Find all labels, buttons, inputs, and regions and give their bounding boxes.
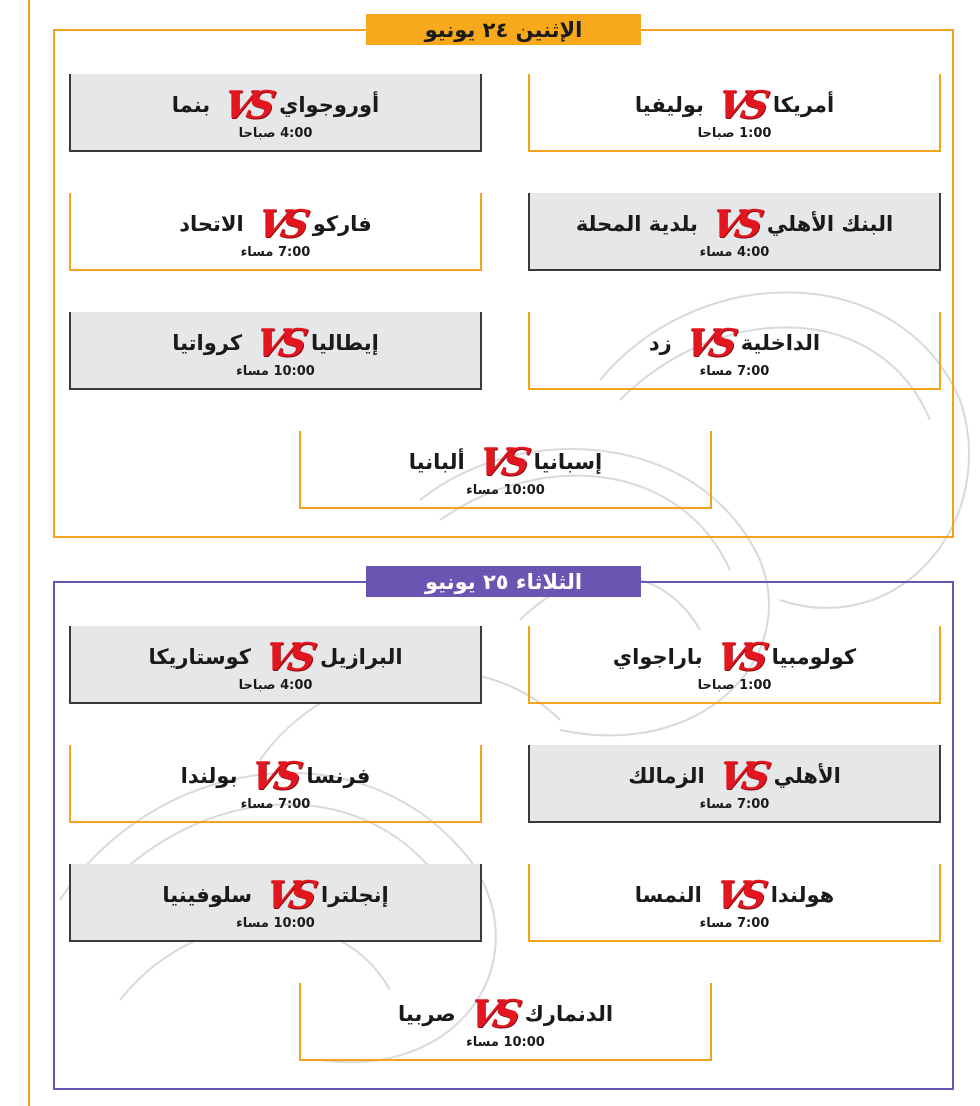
match-card xyxy=(299,431,712,509)
team-away: النمسا xyxy=(634,883,702,907)
team-home: هولندا xyxy=(770,883,835,907)
match-card xyxy=(69,864,482,942)
vs-icon: VS xyxy=(707,201,762,246)
day-title: الثلاثاء ٢٥ يونيو xyxy=(366,566,641,597)
vs-icon: VS xyxy=(711,872,766,917)
team-away: سلوفينيا xyxy=(162,883,253,907)
vs-icon: VS xyxy=(473,439,529,484)
match-time: 1:00 صباحا xyxy=(697,678,772,693)
team-away: باراجواي xyxy=(612,645,703,669)
match-card xyxy=(69,626,482,704)
team-home: إسبانيا xyxy=(533,450,603,474)
match-card xyxy=(528,745,941,823)
match-time: 7:00 مساء xyxy=(240,245,311,260)
match-time: 4:00 صباحا xyxy=(238,126,313,141)
vs-icon: VS xyxy=(219,82,274,127)
match-card xyxy=(69,312,482,390)
team-home: إنجلترا xyxy=(321,883,389,907)
vs-icon: VS xyxy=(713,753,769,798)
match-card xyxy=(528,193,941,271)
match-card xyxy=(299,983,712,1061)
team-away: الاتحاد xyxy=(179,212,244,236)
team-home: البنك الأهلي xyxy=(766,212,894,236)
vs-icon: VS xyxy=(251,320,306,365)
vs-icon: VS xyxy=(681,320,736,365)
team-away: الزمالك xyxy=(628,764,705,788)
vs-icon: VS xyxy=(261,872,316,917)
match-card xyxy=(528,626,941,704)
match-time: 4:00 مساء xyxy=(699,245,770,260)
team-away: صربيا xyxy=(397,1002,456,1026)
team-home: الدنمارك xyxy=(524,1002,614,1026)
team-home: الداخلية xyxy=(740,331,821,355)
day-title: الإثنين ٢٤ يونيو xyxy=(366,14,641,45)
team-home: فاركو xyxy=(312,212,372,236)
match-card xyxy=(69,745,482,823)
match-card xyxy=(528,864,941,942)
team-home: أمريكا xyxy=(772,93,835,117)
team-home: البرازيل xyxy=(319,645,403,669)
team-away: بنما xyxy=(171,93,211,117)
match-time: 1:00 صباحا xyxy=(697,126,772,141)
match-time: 10:00 مساء xyxy=(466,1035,545,1050)
vs-icon: VS xyxy=(713,82,768,127)
team-home: فرنسا xyxy=(306,764,371,788)
match-card xyxy=(69,74,482,152)
vs-icon: VS xyxy=(712,634,767,679)
vs-icon: VS xyxy=(246,753,302,798)
team-away: بوليفيا xyxy=(634,93,704,117)
team-away: ألبانيا xyxy=(408,450,465,474)
match-time: 4:00 صباحا xyxy=(238,678,313,693)
team-home: إيطاليا xyxy=(311,331,379,355)
team-away: كوستاريكا xyxy=(148,645,251,669)
vs-icon: VS xyxy=(465,991,520,1036)
team-away: كرواتيا xyxy=(172,331,243,355)
match-time: 7:00 مساء xyxy=(699,364,770,379)
team-away: بولندا xyxy=(180,764,238,788)
match-card xyxy=(528,312,941,390)
match-time: 7:00 مساء xyxy=(699,797,770,812)
team-home: الأهلي xyxy=(773,764,841,788)
match-card xyxy=(69,193,482,271)
team-home: كولومبيا xyxy=(771,645,857,669)
team-home: أوروجواي xyxy=(279,93,380,117)
team-away: زد xyxy=(648,331,672,355)
vs-icon: VS xyxy=(253,201,308,246)
match-time: 10:00 مساء xyxy=(236,364,315,379)
left-rule xyxy=(28,0,30,1106)
vs-icon: VS xyxy=(260,634,315,679)
match-time: 7:00 مساء xyxy=(699,916,770,931)
match-time: 7:00 مساء xyxy=(240,797,311,812)
match-time: 10:00 مساء xyxy=(236,916,315,931)
team-away: بلدية المحلة xyxy=(575,212,698,236)
match-card xyxy=(528,74,941,152)
match-time: 10:00 مساء xyxy=(466,483,545,498)
